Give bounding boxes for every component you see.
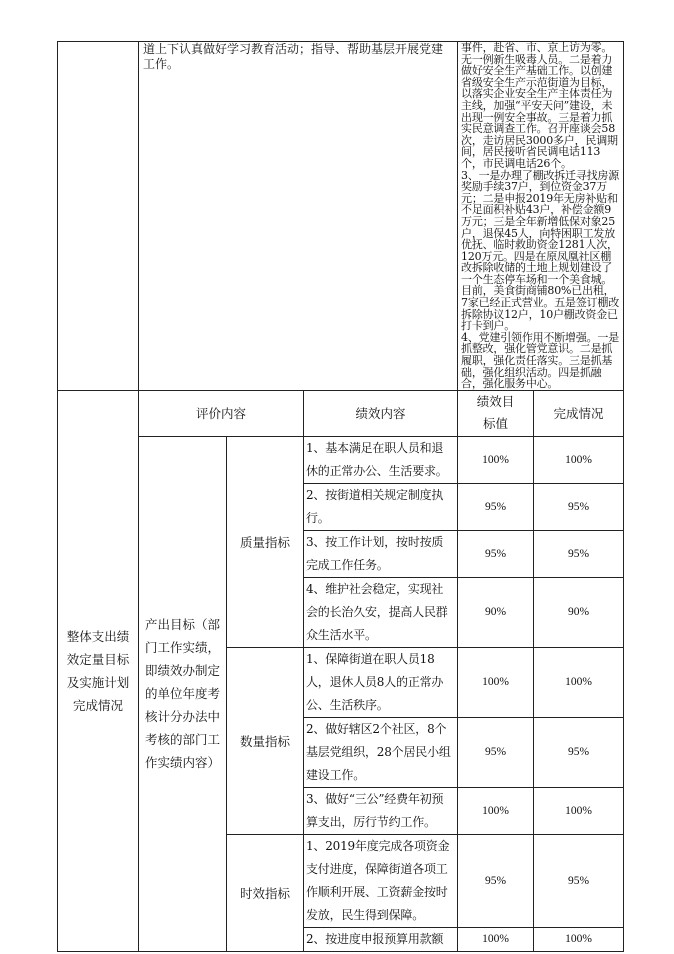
header-completion: 完成情况 <box>534 390 624 436</box>
table-row-content: 1、2019年度完成各项资金支付进度，保障街道各项工作顺利开展、工资薪金按时发放，民生得到保障。 <box>304 834 458 927</box>
top-left-cell <box>58 42 139 391</box>
top-right-paragraph: 4、党建引领作用不断增强。一是抓整改，强化管党意识。二是抓履职，强化责任落实。三是抓基础，强化组织活动。四是抓融合，强化服务中心。 <box>461 330 620 391</box>
header-perf-content: 绩效内容 <box>304 390 458 436</box>
category-quantity: 数量指标 <box>227 647 304 834</box>
top-middle-text: 道上下认真做好学习教育活动；指导、帮助基层开展党建工作。 <box>139 42 458 391</box>
header-eval-content: 评价内容 <box>139 390 304 436</box>
table-row-target: 100% <box>458 787 534 834</box>
table-row-content: 3、做好“三公”经费年初预算支出，厉行节约工作。 <box>304 787 458 834</box>
table-row-done: 95% <box>534 483 624 530</box>
output-goal-label: 产出目标（部门工作实绩，即绩效办制定的单位年度考核计分办法中考核的部门工作实绩内容） <box>139 436 227 951</box>
table-row-done: 95% <box>534 530 624 577</box>
table-row-done: 100% <box>534 787 624 834</box>
category-timeliness: 时效指标 <box>227 834 304 951</box>
top-right-text <box>458 42 624 391</box>
table-row-done: 95% <box>534 834 624 927</box>
table-row-target: 95% <box>458 834 534 927</box>
performance-table <box>57 41 624 952</box>
table-row-done: 100% <box>534 436 624 483</box>
table-row-target: 95% <box>458 530 534 577</box>
table-row-target: 90% <box>458 577 534 647</box>
side-label: 整体支出绩效定量目标及实施计划完成情况 <box>58 390 139 951</box>
table-row-done: 100% <box>534 927 624 951</box>
table-row-done: 95% <box>534 717 624 787</box>
table-row-target: 95% <box>458 717 534 787</box>
table-row-done: 100% <box>534 647 624 717</box>
table-row-content: 3、按工作计划，按时按质完成工作任务。 <box>304 530 458 577</box>
table-row-content: 2、按进度申报预算用款额 <box>304 927 458 951</box>
table-row-content: 4、维护社会稳定，实现社会的长治久安，提高人民群众生活水平。 <box>304 577 458 647</box>
category-quality: 质量指标 <box>227 436 304 647</box>
top-right-paragraph: 事件，赴省、市、京上访为零。无一例新生吸毒人员。二是着力做好安全生产基础工作。以创建省级安全生产示范街道为目标，以落实企业安全生产主体责任为主线，加强“平安天问”建设，未出现一例安全事故。三是着力抓实民意调查工作。召开座谈会58次，走访居民3000多户，民调期间，居民接听省民调电话113个，市民调电话26个。 <box>461 41 618 170</box>
table-row-target: 95% <box>458 483 534 530</box>
top-right-paragraph: 3、一是办理了棚改拆迁寻找房源奖励手续37户，到位资金37万元；二是申报2019年无房补贴和不足面积补贴43户，补偿金额9万元；三是全年新增低保对象25户，退保45人，向特困职工发放优抚、临时救助资金1281人次，120万元。四是在原凤凰社区棚改拆除收储的土地上规划建设了一个生态停车场和一个美食城。目前，美食街商铺80%已出租，7家已经正式营业。五是签订棚改拆除协议12户，10户棚改资金已打卡到户。 <box>461 168 620 333</box>
table-row-target: 100% <box>458 647 534 717</box>
table-row-content: 2、按街道相关规定制度执行。 <box>304 483 458 530</box>
table-row-content: 1、基本满足在职人员和退休的正常办公、生活要求。 <box>304 436 458 483</box>
table-row-target: 100% <box>458 436 534 483</box>
table-row-content: 2、做好辖区2个社区，8个基层党组织，28个居民小组建设工作。 <box>304 717 458 787</box>
table-row-target: 100% <box>458 927 534 951</box>
table-row-content: 1、保障街道在职人员18人，退休人员8人的正常办公、生活秩序。 <box>304 647 458 717</box>
header-target-value: 绩效目标值 <box>458 390 534 436</box>
table-row-done: 90% <box>534 577 624 647</box>
